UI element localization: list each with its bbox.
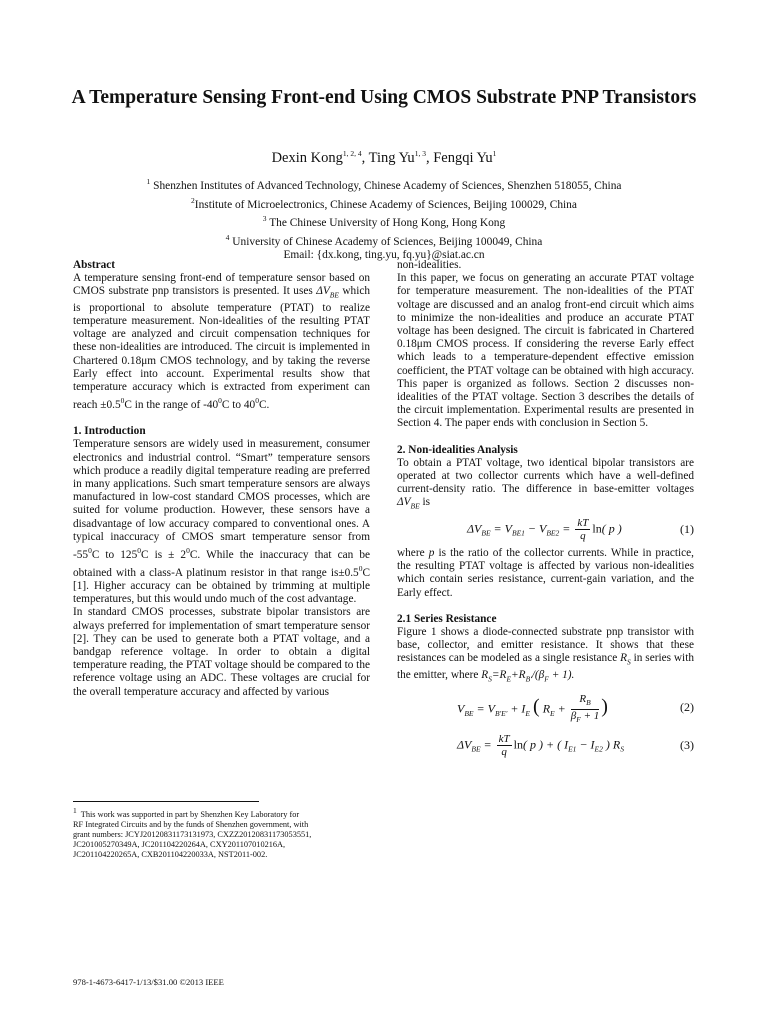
affiliation-line [60, 231, 708, 250]
symbol-text: R [481, 668, 489, 681]
equation-number: (2) [680, 700, 694, 715]
affiliation-mark: 2 [191, 195, 195, 205]
section-2-paragraph-2 [397, 547, 694, 600]
degree-mark: 0 [120, 396, 125, 406]
continued-text: non-idealities. [397, 259, 462, 271]
footnote-text: This work was supported in part by Shenzhen Key Laboratory for [80, 809, 300, 819]
email-line: Email: {dx.kong, ting.yu, fq.yu}@siat.ac.cn [283, 249, 485, 262]
equation-2-body: $V_{BE} = V_{B'E'} + I_E$ ( $R_E$ + $\frac{R_B}{\beta_F + 1}$ ) [457, 693, 608, 725]
affiliation-block [60, 175, 708, 263]
body-text-part: is [419, 496, 431, 509]
abstract-text [73, 272, 370, 412]
abstract-text-part: C. [258, 399, 270, 412]
section-2-heading: 2. Non-idealities Analysis [397, 443, 518, 456]
author-name: Fengqi Yu [433, 149, 493, 166]
copyright-line: 978-1-4673-6417-1/13/$31.00 ©2013 IEEE [73, 977, 224, 987]
affiliation-text: Institute of Microelectronics, Chinese Academy of Sciences, Beijing 100029, China [194, 198, 577, 211]
degree-mark: 0 [88, 546, 92, 556]
equation-1-body: $\Delta V_{BE} = V_{BE1} - V_{BE2}$ = $\frac{kT}{q}$ ln( p ) [467, 516, 622, 542]
body-text-part: To obtain a PTAT voltage, two identical bipolar transistors are operated at two collector currents which have a well-defined current-density ratio. The difference in base-emitter voltages [397, 456, 694, 496]
affiliation-line [60, 194, 708, 213]
symbol-expression: $R_S=R_E+R_{B'}/(\beta_F + 1)$. [481, 668, 575, 684]
degree-mark: 0 [255, 396, 259, 406]
degree-mark: 0 [358, 564, 363, 574]
footnote-line: RF Integrated Circuits and by the funds of Shenzhen government, with [73, 819, 309, 829]
footnote-mark: 1 [73, 806, 77, 815]
body-text-part: in series with the emitter, where [397, 652, 694, 681]
body-paragraph: This paper is organized as follows. Section 2 discusses non-idealities of the PTAT voltage. Section 3 describes the details of the circuit implementation. Experimental results are presented in Section 4. The paper ends with conclusion in Section 5. [397, 377, 694, 430]
author-name: Dexin Kong [271, 149, 343, 166]
affiliation-text: University of Chinese Academy of Sciences, Beijing 100049, China [232, 235, 543, 248]
intro-heading: 1. Introduction [73, 425, 146, 438]
author-affil-mark: 1, 3 [414, 149, 426, 158]
intro-text-part: C [1]. Higher accuracy can be obtained by trimming at multiple temperatures, but this would undo much of the cost advantage. [73, 566, 370, 606]
intro-text-part: C is ± 2 [140, 548, 187, 561]
author-separator: , [361, 149, 369, 166]
degree-mark: 0 [218, 396, 222, 406]
equation-number: (1) [680, 521, 694, 536]
degree-mark: 0 [186, 546, 190, 556]
symbol-text: +R [511, 668, 526, 681]
right-column [397, 259, 694, 763]
author-name: Ting Yu [368, 149, 415, 166]
footnote-line: JC201104220265A, CXB201104220033A, NST2011-002. [73, 849, 268, 859]
abstract-heading: Abstract [73, 259, 116, 271]
author-affil-mark: 1 [492, 149, 497, 158]
body-text-part: where [397, 546, 429, 559]
degree-mark: 0 [137, 546, 141, 556]
symbol-rs: $R_S$ [620, 652, 631, 667]
footnote-line [73, 806, 370, 820]
abstract-text-part: C in the range of -40 [124, 399, 219, 412]
left-column [73, 259, 370, 699]
equation-3 [397, 733, 694, 759]
affiliation-mark: 4 [225, 232, 230, 242]
spacer [73, 412, 370, 425]
footnote-line: grant numbers: JCYJ20120831173131973, CXZZ20120831173053551, [73, 829, 312, 839]
fraction: $\frac{R_B}{\beta_F + 1}$ [570, 693, 600, 725]
abstract-text-part: C to 40 [221, 399, 256, 412]
intro-paragraph-2: In standard CMOS processes, substrate bipolar transistors are always preferred for implementation of smart temperature sensor [2]. They can be used to generate both a PTAT voltage, and a bandgap reference voltage. In order to obtain a digital temperature reading, the PTAT voltage should be compared to the reference voltage using an ADC. These voltages are crucial for the overall temperature accuracy and affected by various [73, 606, 370, 698]
footnote-rule [73, 801, 259, 802]
affiliation-line [60, 212, 708, 231]
section-2-1-heading: 2.1 Series Resistance [397, 612, 497, 625]
paper-title: A Temperature Sensing Front-end Using CMOS Substrate PNP Transistors [71, 87, 697, 108]
symbol-p: p [428, 546, 435, 559]
section-2-1-paragraph [397, 626, 694, 685]
affiliation-line [60, 175, 708, 194]
body-text-part: is the ratio of the collector currents. While in practice, the resulting PTAT voltage is affected by various non-idealities which contain series resistance, current-gain variation, and the Early effect. [397, 546, 695, 599]
equation-2 [397, 689, 694, 729]
delta-vbe-symbol [316, 285, 339, 300]
author-separator: , [425, 149, 434, 166]
intro-text-part: Temperature sensors are widely used in measurement, consumer electronics and industrial control. “Smart” temperature sensors which produce a readily digital temperature reading are preferred in many applications. Such smart temperature sensors are always manufactured in low-cost standard CMOS processes, which are suited for volume production. However, these sensors have a disadvantage of low accuracy compared to conventional ones. A typical inaccuracy of CMOS smart temperature sensor from -55 [73, 438, 370, 561]
equation-3-body: $\Delta V_{BE}$ = $\frac{kT}{q}$ ln( p ) + ( $I_{E1} - I_{E2}$ ) $R_S$ [457, 733, 624, 759]
symbol-subscript: BE [329, 290, 339, 300]
symbol-text: ΔV [316, 285, 330, 298]
body-text-part: Figure 1 shows a diode-connected substrate pnp transistor with base, collector, and emitter resistance. It shows that these resistances can be modeled as a single resistance [397, 625, 694, 665]
body-paragraph: In this paper, we focus on generating an accurate PTAT voltage for temperature measurement. The non-idealities of the PTAT voltage are discussed and an analog front-end circuit which aims to minimize the non-idealities and produce an accurate PTAT voltage has been designed. The circuit is fabricated in Chartered 0.18μm CMOS process. If considering the reverse Early effect which leads to a temperature-dependent effective emission coefficient, the PTAT voltage can be obtained with high accuracy. [397, 272, 694, 377]
fraction: $\frac{kT}{q}$ [498, 733, 510, 759]
abstract-text-part: which is proportional to absolute temperature (PTAT) to realize temperature measurement. Non-idealities of the resulting PTAT voltage are analyzed and circuit compensation techniques for these non-idealities are introduced. The circuit is implemented in Chartered 0.18μm CMOS technology, and by taking the reverse Early effect into account. Experimental results show that temperature accuracy which is extracted from experiment can reach ±0.5 [73, 285, 371, 412]
affiliation-mark: 1 [146, 177, 151, 186]
footnote-line: JC201005270349A, JC201104220264A, CXY201107010216A, [73, 839, 286, 849]
intro-text-part: C to 125 [91, 548, 138, 561]
symbol-text: /(β [531, 668, 545, 681]
spacer [397, 600, 694, 613]
symbol-text: + 1). [548, 668, 575, 681]
section-2-paragraph-1 [397, 457, 694, 513]
affiliation-text: The Chinese University of Hong Kong, Hong Kong [269, 216, 506, 229]
intro-paragraph-1 [73, 438, 370, 606]
intro-text-part: C. While the inaccuracy that can be obtained with a class-A platinum resistor in that range is±0.5 [73, 548, 370, 579]
abstract-text-part: A temperature sensing front-end of temperature sensor based on CMOS substrate pnp transistors is presented. It uses [73, 272, 370, 298]
affiliation-mark: 3 [262, 214, 267, 224]
author-list [60, 145, 708, 167]
author-affil-mark: 1, 2, 4 [342, 149, 362, 158]
fraction: $\frac{kT}{q}$ [577, 516, 589, 542]
spacer [397, 431, 694, 444]
equation-number: (3) [680, 738, 694, 753]
affiliation-text: Shenzhen Institutes of Advanced Technology, Chinese Academy of Sciences, Shenzhen 518055, China [153, 179, 622, 192]
symbol-text: =R [491, 668, 507, 681]
equation-1 [397, 517, 694, 543]
footnote [73, 806, 370, 860]
delta-vbe-symbol: $\Delta V_{BE}$ [397, 496, 420, 511]
